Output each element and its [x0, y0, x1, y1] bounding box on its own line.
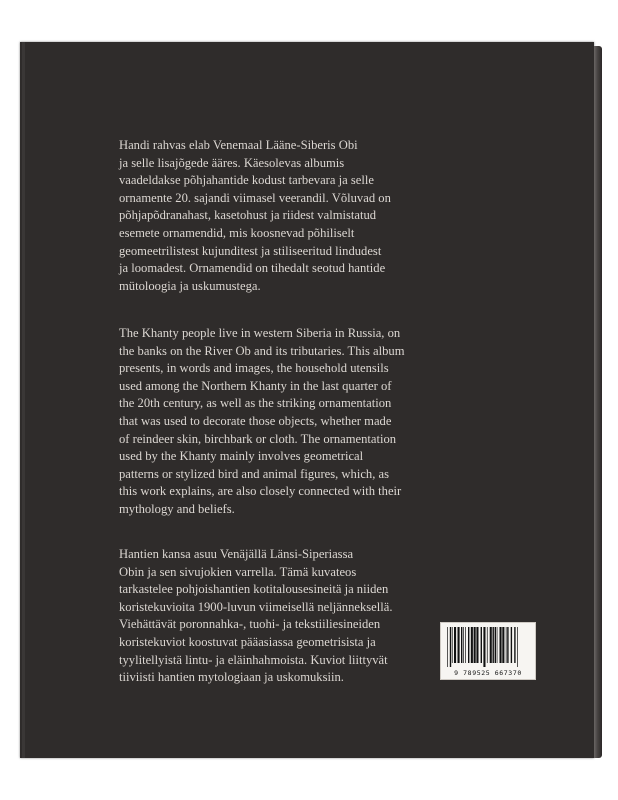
book-spine-edge	[594, 46, 602, 758]
cover-hinge	[22, 42, 25, 758]
barcode-bars	[441, 623, 535, 669]
isbn-barcode	[440, 622, 536, 680]
blurb-english: The Khanty people live in western Siberia in Russia, on the banks on the River Ob and its tributaries. This album presents, in words and images, the household utensils used among the Northern Khanty in the last quarter of the 20th century, as well as the striking ornamentation that was used to decorate those objects, whether made of reindeer skin, birchbark or cloth. The ornamentation used by the Khanty mainly involves geometrical patterns or stylized bird and animal figures, which, as this work explains, are also closely connected with their mythology and beliefs.	[119, 326, 405, 516]
blurb-finnish: Hantien kansa asuu Venäjällä Länsi-Siperiassa Obin ja sen sivujokien varrella. Tämä kuvateos tarkastelee pohjoishantien kotitalousesineitä ja niiden koristekuvioita 1900-luvun viimeisellä neljänneksellä. Viehättävät poronnahka-, tuohi- ja tekstiiliesineiden koristekuviot koostuvat pääasiassa geometrisista ja tyylitellyistä lintu- ja eläinhahmoista. Kuviot liittyvät tiiviisti hantien mytologiaan ja uskomuksiin.	[119, 547, 393, 685]
blurb-estonian: Handi rahvas elab Venemaal Lääne-Siberis Obi ja selle lisajõgede ääres. Käesolevas albumis vaadeldakse põhjahantide kodust tarbevara ja selle ornamente 20. sajandi viimasel veerandil. Võluvad on põhjapõdranahast, kasetohust ja riidest valmistatud esemete ornamendid, mis koosnevad põhiliselt geomeetrilistest kujunditest ja stiliseeritud lindudest ja loomadest. Ornamendid on tihedalt seotud hantide mütoloogia ja uskumustega.	[119, 138, 391, 293]
isbn-number: 9 789525 667370	[454, 669, 522, 677]
